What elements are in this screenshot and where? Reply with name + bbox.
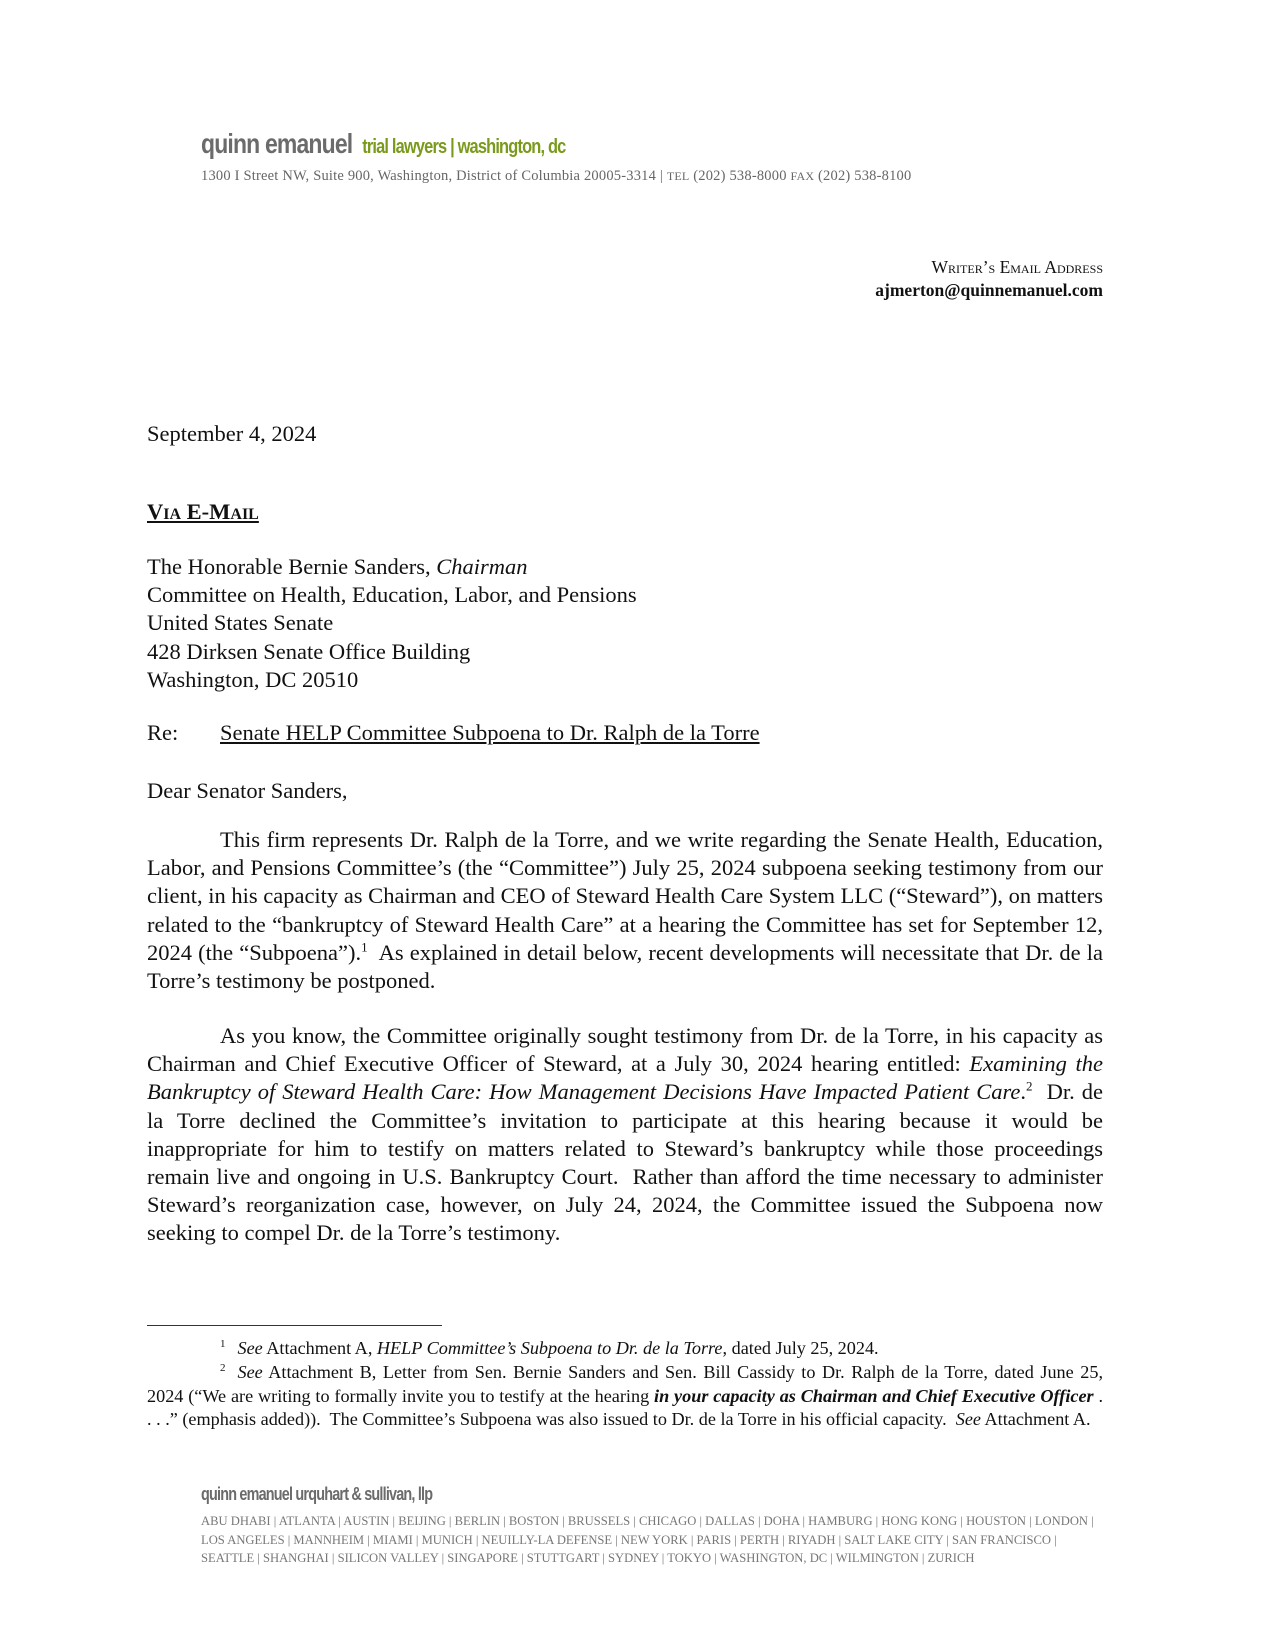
footnote-text: Attachment A, [262,1338,377,1358]
footer-office-list [201,1512,1201,1568]
footnote-divider [147,1325,442,1326]
delivery-label: Via E-Mail [147,499,259,524]
hearing-title: Examining the Bankruptcy of Steward Health Care: How Management Decisions Have Impacted Patient Care [147,1051,1103,1105]
paragraph-text: As you know, the Committee originally sought testimony from Dr. de la Torre, in his capacity as Chairman and Chief Executive Officer of Steward, at a July 30, 2024 hearing entitled: [147,1023,1103,1077]
writer-email-block [875,256,1103,302]
footnote-1 [147,1337,1103,1361]
footnote-text: Attachment A. [980,1409,1091,1429]
footnote-number: 2 [220,1361,226,1374]
street-address: 1300 I Street NW, Suite 900, Washington, District of Columbia 20005-3314 | [201,168,663,184]
fax-number: (202) 538-8100 [818,168,912,184]
letter-date: September 4, 2024 [147,421,317,446]
recipient-title: Chairman [436,554,528,579]
paragraph-text: As explained in detail below, recent developments will necessitate that Dr. de la Torre’s testimony be postponed. [147,939,1109,994]
office-line: SEATTLE | SHANGHAI | SILICON VALLEY | SINGAPORE | STUTTGART | SYDNEY | TOKYO | WASHINGTON, DC | WILMINGTON | ZURICH [201,1551,975,1566]
writer-email-label: Writer’s Email Address [931,257,1103,277]
recipient-line: 428 Dirksen Senate Office Building [147,638,471,664]
paragraph-2 [147,1022,1109,1248]
footnote-text: Attachment B, Letter from Sen. Bernie Sanders and Sen. Bill Cassidy to Dr. Ralph de la Torre, dated June 25, 2024 (“We are writing to formally invite you to testify at the hearing [147,1362,1103,1406]
recipient-address [147,553,1103,694]
re-subject: Senate HELP Committee Subpoena to Dr. Ralph de la Torre [220,720,760,745]
footnote-ref: 1 [361,939,368,955]
writer-email[interactable]: ajmerton@quinnemanuel.com [875,280,1103,300]
paragraph-1 [147,826,1109,995]
footnote-text: . . . .” (emphasis added)). The Committee’s Subpoena was also issued to Dr. de la Torre in his official capacity. [147,1385,1108,1429]
office-line: ABU DHABI | ATLANTA | AUSTIN | BEIJING | BERLIN | BOSTON | BRUSSELS | CHICAGO | DALLAS | DOHA | HAMBURG | HONG KONG | HOUSTON | LONDON | [201,1514,1094,1528]
re-label: Re: [147,720,179,745]
footnote-number: 1 [220,1337,226,1350]
footnote-ref: 2 [1026,1078,1033,1094]
footer-firm-name: quinn emanuel urquhart & sullivan, llp [201,1484,433,1504]
letterhead-logo [201,128,565,160]
fax-label: FAX [790,169,815,183]
salutation: Dear Senator Sanders, [147,778,348,803]
firm-tagline: trial lawyers | washington, dc [362,136,566,158]
delivery-method [147,498,1103,526]
paragraph-text: This firm represents Dr. Ralph de la Torre, and we write regarding the Senate Health, Education, Labor, and Pensions Committee’s (the “Committee”) July 25, 2024 subpoena seeking testimony from our client, in his capacity as Chairman and CEO of Steward Health Care System LLC (“Steward”), on matters related to the “bankruptcy of Steward Health Care” at a hearing the Committee has set for September 12, 2024 (the “Subpoena”). [147,827,1103,965]
office-line: LOS ANGELES | MANNHEIM | MIAMI | MUNICH | NEUILLY-LA DEFENSE | NEW YORK | PARIS | PERTH | RIYADH | SALT LAKE CITY | SAN FRANCISCO | [201,1532,1057,1547]
recipient-name: The Honorable Bernie Sanders, [147,554,437,579]
footnote-2 [147,1361,1108,1432]
tel-number: (202) 538-8000 [693,168,787,184]
see-signal: See [955,1409,981,1429]
footnote-text: , dated July 25, 2024. [722,1338,879,1358]
footnote-title: HELP Committee’s Subpoena to Dr. de la Torre [376,1338,723,1358]
see-signal: See [237,1338,263,1358]
paragraph-text: Dr. de la Torre declined the Committee’s invitation to participate at this hearing because it would be inappropriate for him to testify on matters related to Steward’s bankruptcy while those proceedings remain live and ongoing in U.S. Bankruptcy Court. Rather than afford the time necessary to administer Steward’s reorganization case, however, on July 24, 2024, the Committee issued the Subpoena now seeking to compel Dr. de la Torre’s testimony. [147,1079,1109,1246]
tel-label: TEL [666,169,690,183]
letterhead-address [201,168,911,185]
recipient-line: Washington, DC 20510 [147,666,359,692]
footnote-emphasis: in your capacity as Chairman and Chief Executive Officer [654,1385,1094,1406]
paragraph-text: . [1020,1079,1027,1105]
recipient-line: Committee on Health, Education, Labor, and Pensions [147,582,637,608]
see-signal: See [237,1362,263,1382]
re-line [147,719,1103,747]
recipient-line: United States Senate [147,610,334,636]
firm-name: quinn emanuel [201,128,353,159]
recipient-line [147,553,1103,581]
